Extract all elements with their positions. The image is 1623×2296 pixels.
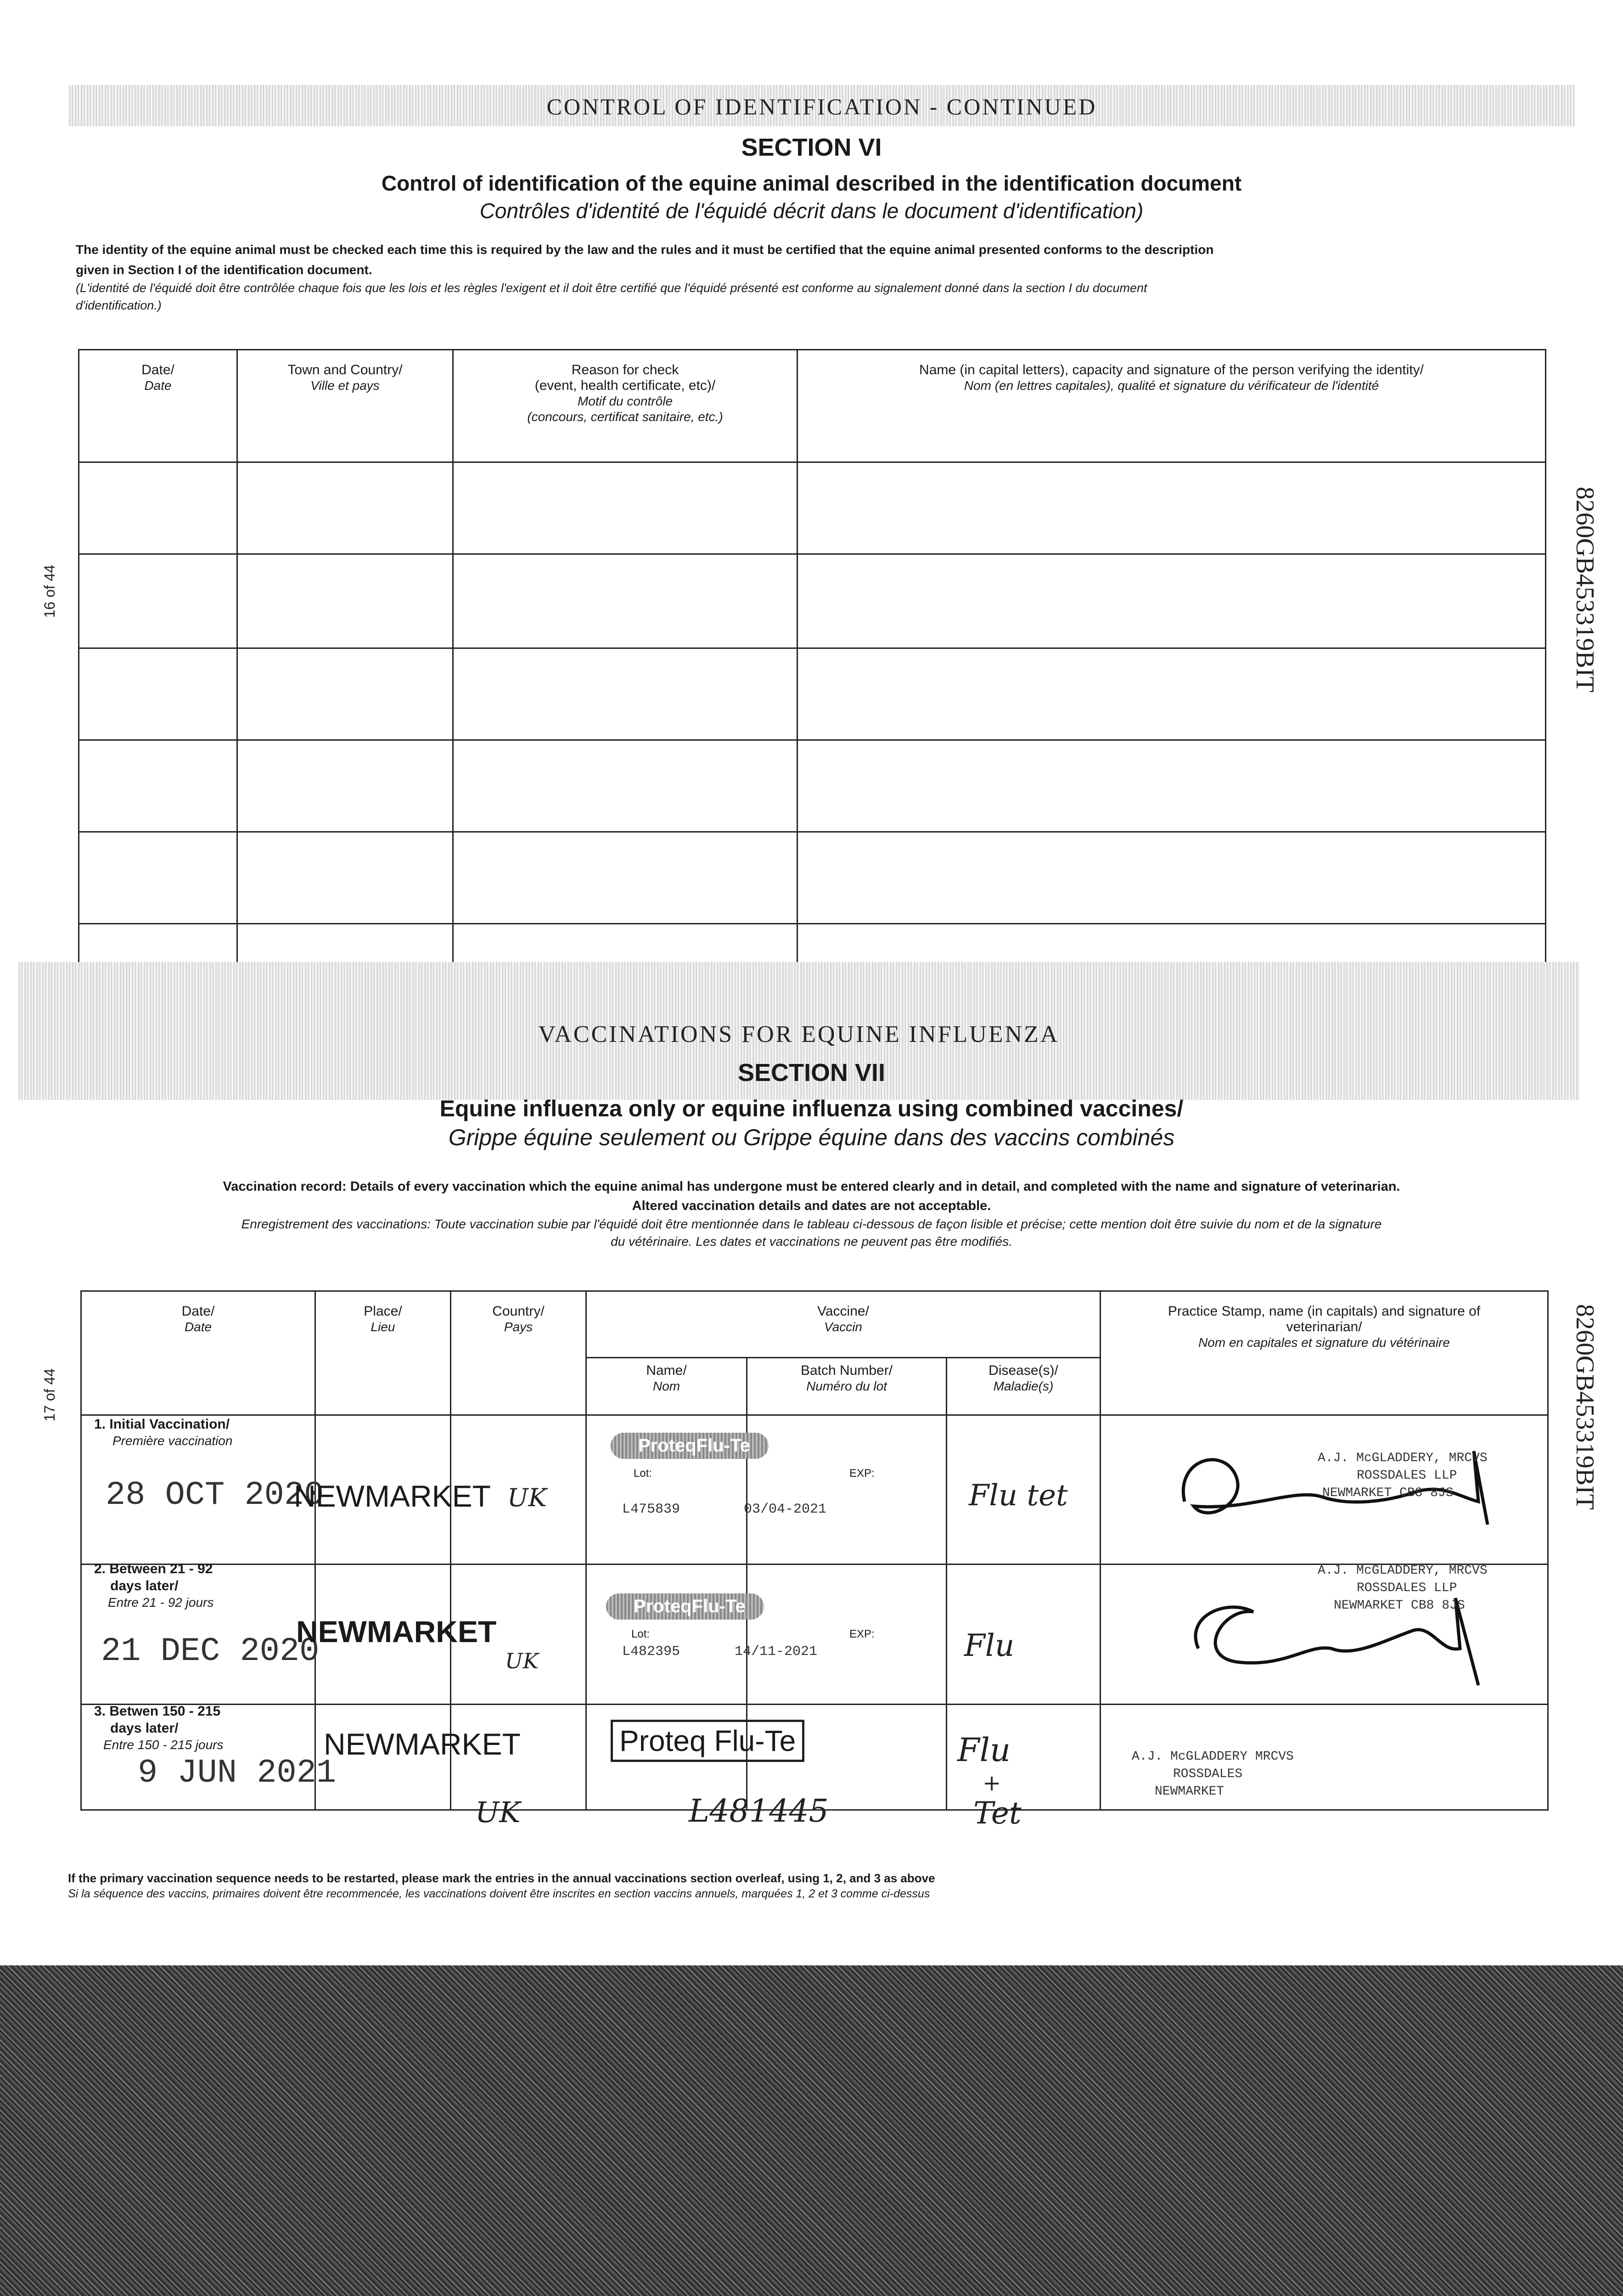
- vcol-stamp-en-1: Practice Stamp, name (in capitals) and signature of: [1168, 1304, 1481, 1319]
- cell[interactable]: [453, 740, 797, 832]
- row2-vet-practice: ROSSDALES LLP: [1357, 1581, 1457, 1595]
- cell[interactable]: [797, 740, 1546, 832]
- vcol-disease-header: [947, 1358, 1101, 1415]
- vaccination-record-en-1: Vaccination record: Details of every vaccination which the equine animal has undergone must be entered clearly and in detail, and completed with the name and signature of veterinarian.: [223, 1179, 1400, 1194]
- cell[interactable]: [453, 832, 797, 924]
- row3-disease-1: Flu: [957, 1731, 1011, 1769]
- table-row: [79, 832, 1546, 924]
- vcol-name-en: Name/: [646, 1363, 687, 1378]
- col-date-fr: Date: [144, 378, 172, 393]
- vcol-date-fr: Date: [184, 1320, 212, 1334]
- row2-exp-label: EXP:: [849, 1628, 875, 1640]
- table-row: [79, 554, 1546, 648]
- row1-exp-label: EXP:: [849, 1467, 875, 1480]
- section6-band: [69, 85, 1575, 126]
- row3-label-en-2: days later/: [110, 1721, 179, 1736]
- cell[interactable]: [79, 740, 237, 832]
- row2-country: UK: [505, 1649, 539, 1673]
- cell[interactable]: [237, 924, 453, 965]
- scan-dark-area: [0, 1965, 1623, 2296]
- col-reason-fr-1: Motif du contrôle: [578, 394, 673, 408]
- col-reason-fr-2: (concours, certificat sanitaire, etc.): [527, 410, 723, 424]
- section6-band-title: CONTROL OF IDENTIFICATION - CONTINUED: [546, 94, 1097, 119]
- vcol-date-en: Date/: [181, 1304, 215, 1319]
- row1-disease: Flu tet: [969, 1479, 1068, 1513]
- section7-title-en: Equine influenza only or equine influenza using combined vaccines/: [439, 1096, 1184, 1121]
- col-verifier-fr: Nom (en lettres capitales), qualité et signature du vérificateur de l'identité: [964, 378, 1379, 393]
- vcol-stamp-header: [1101, 1291, 1548, 1415]
- cell[interactable]: [453, 554, 797, 648]
- row2-expiry: 14/11-2021: [735, 1644, 818, 1660]
- col-verifier-en: Name (in capital letters), capacity and signature of the person verifying the identity/: [919, 362, 1424, 377]
- row2-disease: Flu: [964, 1628, 1015, 1663]
- vcol-batch-fr: Numéro du lot: [806, 1379, 887, 1393]
- cell[interactable]: [79, 554, 237, 648]
- vaccination-record-en-2: Altered vaccination details and dates are not acceptable.: [632, 1199, 991, 1213]
- vcol-batch-header: [747, 1358, 947, 1415]
- row1-expiry: 03/04-2021: [744, 1502, 827, 1517]
- table-row: [79, 740, 1546, 832]
- vaccination-table: [80, 1290, 1549, 1811]
- cell[interactable]: [237, 462, 453, 554]
- row1-vaccine-sticker: ProteqFlu-Te: [611, 1433, 769, 1459]
- row3-disease-2: +: [983, 1770, 1001, 1796]
- vcol-country-fr: Pays: [504, 1320, 533, 1334]
- section6-label: SECTION VI: [741, 134, 882, 161]
- section6-intro-fr-2: d'identification.): [76, 298, 162, 312]
- section6-intro-fr-1: (L'identité de l'équidé doit être contrôlée chaque fois que les lois et les règles l'exigent et il doit être certifié que l'équidé présenté est conforme au signalement donné dans la section I du document: [76, 281, 1147, 295]
- row1-lot-label: Lot:: [634, 1467, 652, 1480]
- row3-label-en-1: 3. Betwen 150 - 215: [94, 1704, 221, 1719]
- section6-intro-en-2: given in Section I of the identification document.: [76, 263, 372, 277]
- cell[interactable]: [797, 832, 1546, 924]
- vcol-disease-en: Disease(s)/: [988, 1363, 1058, 1378]
- row3-place: NEWMARKET: [324, 1727, 521, 1761]
- footnote-en: If the primary vaccination sequence needs to be restarted, please mark the entries in the annual vaccinations section overleaf, using 1, 2, and 3 as above: [68, 1871, 935, 1885]
- row2-label-en-2: days later/: [110, 1578, 179, 1593]
- row3-date-stamp: 9 JUN 2021: [138, 1754, 337, 1792]
- vcol-place-fr: Lieu: [371, 1320, 395, 1334]
- cell[interactable]: [79, 648, 237, 740]
- vcol-place-header: [315, 1291, 451, 1415]
- row2-place: NEWMARKET: [296, 1615, 497, 1649]
- row3-vet-address: NEWMARKET: [1155, 1784, 1224, 1799]
- cell[interactable]: [453, 924, 797, 965]
- cell[interactable]: [79, 924, 237, 965]
- cell[interactable]: [586, 1564, 747, 1705]
- row1-place: NEWMARKET: [294, 1479, 491, 1513]
- col-date-header: [79, 350, 237, 462]
- cell[interactable]: [237, 832, 453, 924]
- row2-vet-address: NEWMARKET CB8 8JS: [1334, 1598, 1465, 1613]
- section6-title-fr: Contrôles d'identité de l'équidé décrit dans le document d'identification): [479, 199, 1144, 223]
- footnote-fr: Si la séquence des vaccins, primaires doivent être recommencée, les vaccinations doivent être inscrites en section vaccins annuels, marquées 1, 2 et 3 comme ci-dessus: [68, 1887, 930, 1900]
- col-reason-header: [453, 350, 797, 462]
- row2-batch: L482395: [622, 1644, 680, 1660]
- col-reason-en-1: Reason for check: [571, 362, 679, 377]
- col-town-header: [237, 350, 453, 462]
- row3-batch: L481445: [689, 1793, 829, 1829]
- row1-label-fr: Première vaccination: [112, 1434, 233, 1448]
- row3-disease-3: Tet: [973, 1795, 1022, 1831]
- cell[interactable]: [747, 1415, 947, 1564]
- vcol-batch-en: Batch Number/: [800, 1363, 893, 1378]
- page-number-17: 17 of 44: [41, 1368, 58, 1422]
- vcol-name-header: [586, 1358, 747, 1415]
- col-town-en: Town and Country/: [287, 362, 403, 377]
- col-verifier-header: [797, 350, 1546, 462]
- section6-intro-en-1: The identity of the equine animal must be checked each time this is required by the law and the rules and it must be certified that the equine animal presented conforms to the description: [76, 242, 1214, 257]
- cell[interactable]: [797, 554, 1546, 648]
- section7-band-title: VACCINATIONS FOR EQUINE INFLUENZA: [538, 1021, 1060, 1047]
- vcol-stamp-en-2: veterinarian/: [1286, 1319, 1362, 1334]
- vcol-vaccine-en: Vaccine/: [817, 1304, 869, 1319]
- row2-label-en-1: 2. Between 21 - 92: [94, 1561, 213, 1576]
- row1-batch: L475839: [622, 1502, 680, 1517]
- row2-lot-label: Lot:: [631, 1628, 650, 1640]
- row1-vet-practice: ROSSDALES LLP: [1357, 1469, 1457, 1483]
- cell[interactable]: [797, 462, 1546, 554]
- table-row: [79, 648, 1546, 740]
- row3-vet-name: A.J. McGLADDERY MRCVS: [1132, 1750, 1294, 1764]
- row1-country: UK: [507, 1483, 547, 1512]
- row3-vet-practice: ROSSDALES: [1173, 1767, 1243, 1781]
- row1-signature: [1157, 1433, 1533, 1534]
- row2-vaccine-sticker: ProteqFlu-Te: [606, 1593, 764, 1620]
- vcol-disease-fr: Maladie(s): [993, 1379, 1054, 1393]
- vcol-date-header: [81, 1291, 315, 1415]
- document-id-top: 8260GB453319BIT: [1571, 487, 1599, 692]
- table-row: [79, 462, 1546, 554]
- row1-label-en: 1. Initial Vaccination/: [94, 1417, 230, 1432]
- table-row: [79, 924, 1546, 965]
- vcol-stamp-fr: Nom en capitales et signature du vétérinaire: [1198, 1335, 1450, 1350]
- vcol-vaccine-header: [586, 1291, 1101, 1358]
- col-date-en: Date/: [141, 362, 174, 377]
- row3-country: UK: [475, 1795, 521, 1829]
- identity-check-table: [78, 349, 1546, 966]
- cell[interactable]: [79, 462, 237, 554]
- vaccination-record-fr-2: du vétérinaire. Les dates et vaccinations ne peuvent pas être modifiés.: [611, 1234, 1012, 1249]
- cell[interactable]: [79, 832, 237, 924]
- page-number-16: 16 of 44: [41, 565, 58, 618]
- vcol-country-en: Country/: [492, 1304, 545, 1319]
- row2-vet-name: A.J. McGLADDERY, MRCVS: [1318, 1564, 1488, 1578]
- row1-date-stamp: 28 OCT 2020: [106, 1476, 324, 1514]
- cell[interactable]: [237, 554, 453, 648]
- cell[interactable]: [797, 924, 1546, 965]
- vaccination-record-fr-1: Enregistrement des vaccinations: Toute vaccination subie par l'équidé doit être mentionnée dans le tableau ci-dessous de façon lisible et précise; cette mention doit être suivie du nom et de la signature: [241, 1217, 1382, 1231]
- section7-title-fr: Grippe équine seulement ou Grippe équine dans des vaccins combinés: [448, 1125, 1175, 1150]
- col-reason-en-2: (event, health certificate, etc)/: [534, 378, 716, 393]
- row2-date-stamp: 21 DEC 2020: [101, 1632, 320, 1670]
- cell[interactable]: [747, 1564, 947, 1705]
- row1-vet-address: NEWMARKET CB8 8JS: [1322, 1486, 1454, 1500]
- row2-signature: [1157, 1580, 1533, 1690]
- cell[interactable]: [453, 462, 797, 554]
- vcol-vaccine-fr: Vaccin: [824, 1320, 863, 1334]
- section7-label: SECTION VII: [737, 1059, 886, 1086]
- cell[interactable]: [797, 648, 1546, 740]
- row2-label-fr: Entre 21 - 92 jours: [108, 1595, 214, 1609]
- section6-title-en: Control of identification of the equine animal described in the identification document: [381, 171, 1242, 195]
- cell[interactable]: [453, 648, 797, 740]
- vcol-name-fr: Nom: [652, 1379, 680, 1393]
- vcol-place-en: Place/: [364, 1304, 402, 1319]
- document-id-bottom: 8260GB453319BIT: [1571, 1304, 1599, 1510]
- row1-vet-name: A.J. McGLADDERY, MRCVS: [1318, 1451, 1488, 1465]
- vcol-country-header: [451, 1291, 586, 1415]
- cell[interactable]: [237, 740, 453, 832]
- row3-vaccine-name: Proteq Flu-Te: [611, 1720, 804, 1762]
- col-town-fr: Ville et pays: [310, 378, 380, 393]
- row3-label-fr: Entre 150 - 215 jours: [103, 1738, 224, 1752]
- cell[interactable]: [237, 648, 453, 740]
